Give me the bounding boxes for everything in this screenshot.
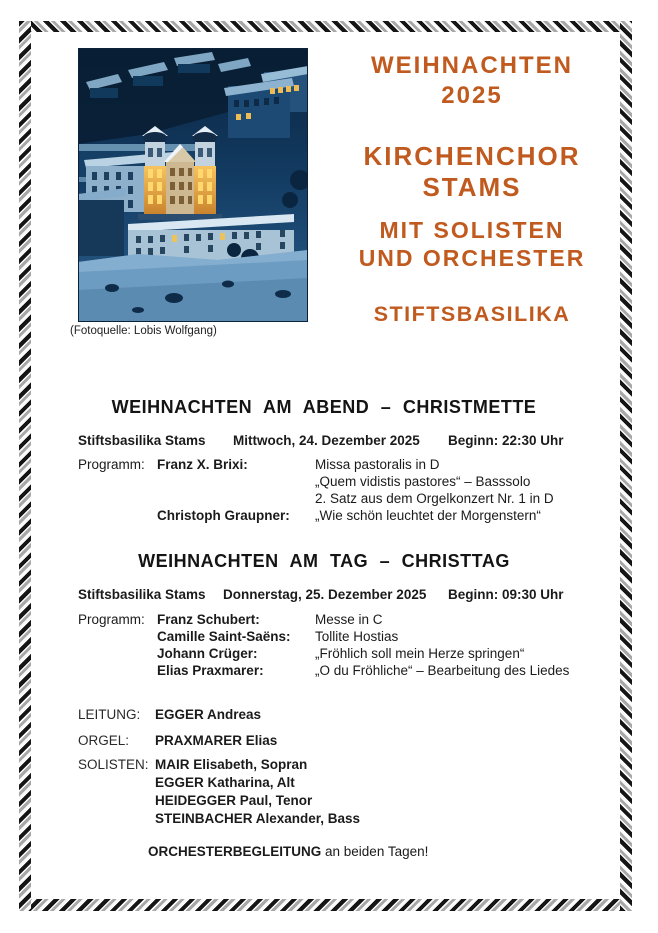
work: „Fröhlich soll mein Herze springen“ [315, 646, 525, 661]
section-1-info [78, 433, 618, 450]
credit-label: SOLISTEN: [78, 757, 149, 772]
section-1-date: Mittwoch, 24. Dezember 2025 [233, 433, 420, 448]
section-1-venue: Stiftsbasilika Stams [78, 433, 206, 448]
section-2-date: Donnerstag, 25. Dezember 2025 [223, 587, 427, 602]
soloist-list [155, 756, 578, 828]
credit-name: PRAXMARER Elias [155, 733, 278, 748]
title-with-line2: UND ORCHESTER [358, 245, 586, 271]
credit-orgel [78, 732, 578, 750]
spacer [78, 490, 157, 507]
program-label: Programm: [78, 612, 145, 627]
program-label: Programm: [78, 457, 145, 472]
orchestra-note [148, 844, 428, 859]
composer: Elias Praxmarer: [157, 663, 264, 678]
spacer [78, 662, 157, 679]
composer: Franz X. Brixi: [157, 457, 248, 472]
spacer [78, 628, 157, 645]
title-choir-line2: STAMS [422, 172, 522, 202]
abbey-photo [78, 48, 308, 322]
section-1-program [78, 456, 630, 524]
section-2-heading: WEIHNACHTEN AM TAG – CHRISTTAG [138, 551, 510, 571]
spacer [78, 645, 157, 662]
abbey-photo-illustration [78, 48, 308, 322]
credit-name: MAIR Elisabeth, Sopran [155, 757, 308, 772]
section-1-heading: WEIHNACHTEN AM ABEND – CHRISTMETTE [111, 397, 537, 417]
work: Messe in C [315, 612, 383, 627]
title-venue: STIFTSBASILIKA [373, 302, 571, 326]
title-block [338, 0, 606, 340]
zigzag-border-bottom [20, 899, 632, 911]
credit-solisten [78, 756, 578, 828]
work: „O du Fröhliche“ – Bearbeitung des Liedes [315, 663, 570, 678]
spacer [78, 473, 157, 490]
credit-name: HEIDEGGER Paul, Tenor [155, 793, 313, 808]
credit-label: ORGEL: [78, 733, 130, 748]
work: Tollite Hostias [315, 629, 399, 644]
title-choir-line1: KIRCHENCHOR [363, 141, 581, 171]
section-2-begin: Beginn: 09:30 Uhr [448, 587, 564, 602]
composer: Franz Schubert: [157, 612, 260, 627]
section-2-venue: Stiftsbasilika Stams [78, 587, 206, 602]
orchestra-note-bold: ORCHESTERBEGLEITUNG [148, 844, 322, 859]
title-event-line1: WEIHNACHTEN [371, 52, 573, 79]
section-2-program [78, 611, 630, 679]
photo-caption: (Fotoquelle: Lobis Wolfgang) [70, 325, 217, 337]
work: 2. Satz aus dem Orgelkonzert Nr. 1 in D [315, 491, 554, 506]
composer: Johann Crüger: [157, 646, 258, 661]
credit-label: LEITUNG: [78, 707, 141, 722]
zigzag-border-left [19, 21, 31, 911]
section-1-begin: Beginn: 22:30 Uhr [448, 433, 564, 448]
credit-leitung [78, 706, 578, 724]
work: Missa pastoralis in D [315, 457, 440, 472]
orchestra-note-rest: an beiden Tagen! [321, 844, 429, 859]
work: „Quem vidistis pastores“ – Basssolo [315, 474, 531, 489]
composer: Camille Saint-Saëns: [157, 629, 291, 644]
credit-name: EGGER Katharina, Alt [155, 775, 295, 790]
credit-name: EGGER Andreas [155, 707, 262, 722]
snow-field [78, 250, 308, 322]
spacer [157, 473, 315, 490]
work: „Wie schön leuchtet der Morgenstern“ [315, 508, 541, 523]
composer: Christoph Graupner: [157, 508, 290, 523]
spacer [157, 490, 315, 507]
title-event-line2: 2025 [441, 82, 503, 109]
credit-name: STEINBACHER Alexander, Bass [155, 811, 361, 826]
section-2-info [78, 587, 618, 604]
title-with-line1: MIT SOLISTEN [379, 217, 565, 243]
spacer [78, 507, 157, 524]
